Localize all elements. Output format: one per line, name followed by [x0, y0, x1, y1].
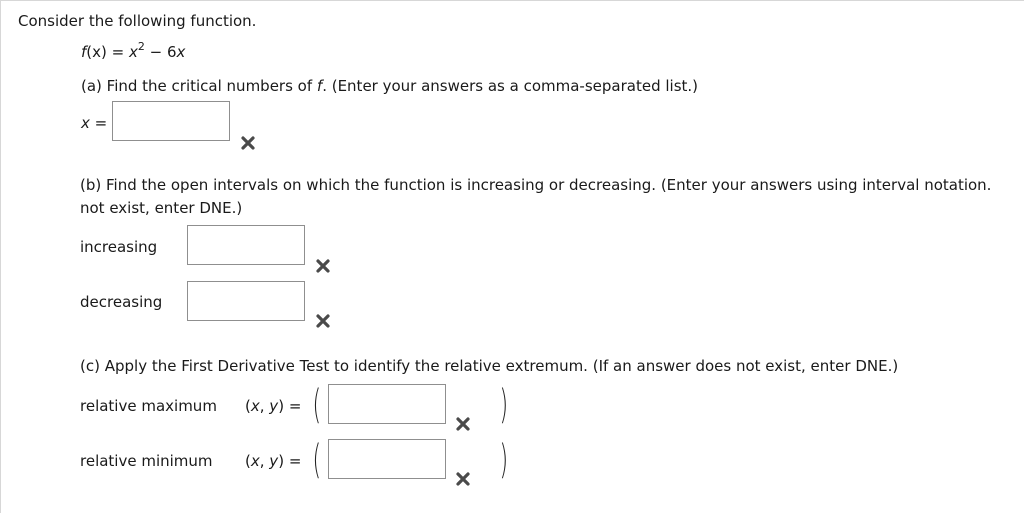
increasing-label: increasing — [80, 238, 158, 256]
open-paren: ( — [312, 437, 322, 483]
x-mark-icon — [455, 471, 471, 487]
critical-numbers-input[interactable] — [112, 101, 230, 141]
relative-maximum-input[interactable] — [328, 384, 446, 424]
close-paren: ) — [499, 382, 509, 428]
x-mark-icon — [315, 313, 331, 329]
close-paren: ) — [499, 437, 509, 483]
critical-numbers-label: x = — [81, 114, 108, 132]
relative-minimum-label: relative minimum — [80, 452, 213, 470]
relative-minimum-coord-label: (x, y) = — [245, 452, 302, 470]
function-definition: $f(x) = x^2 - 6x$ — [81, 40, 186, 61]
decreasing-label: decreasing — [80, 293, 163, 311]
relative-minimum-input[interactable] — [328, 439, 446, 479]
relative-maximum-label: relative maximum — [80, 397, 217, 415]
x-mark-icon — [455, 416, 471, 432]
part-a-prompt: (a) Find the critical numbers of f. (Enter your answers as a comma-separated list.) — [81, 77, 699, 95]
part-b-prompt-line2: not exist, enter DNE.) — [80, 199, 243, 217]
part-b-prompt-line1: (b) Find the open intervals on which the function is increasing or decreasing. (Enter your answers using interval notation. — [80, 176, 992, 194]
decreasing-input[interactable] — [187, 281, 305, 321]
intro-text: Consider the following function. — [18, 12, 257, 30]
relative-maximum-coord-label: (x, y) = — [245, 397, 302, 415]
x-mark-icon — [315, 258, 331, 274]
increasing-input[interactable] — [187, 225, 305, 265]
x-mark-icon — [240, 135, 256, 151]
open-paren: ( — [312, 382, 322, 428]
part-c-prompt: (c) Apply the First Derivative Test to identify the relative extremum. (If an answer does not exist, enter DNE.) — [80, 357, 899, 375]
